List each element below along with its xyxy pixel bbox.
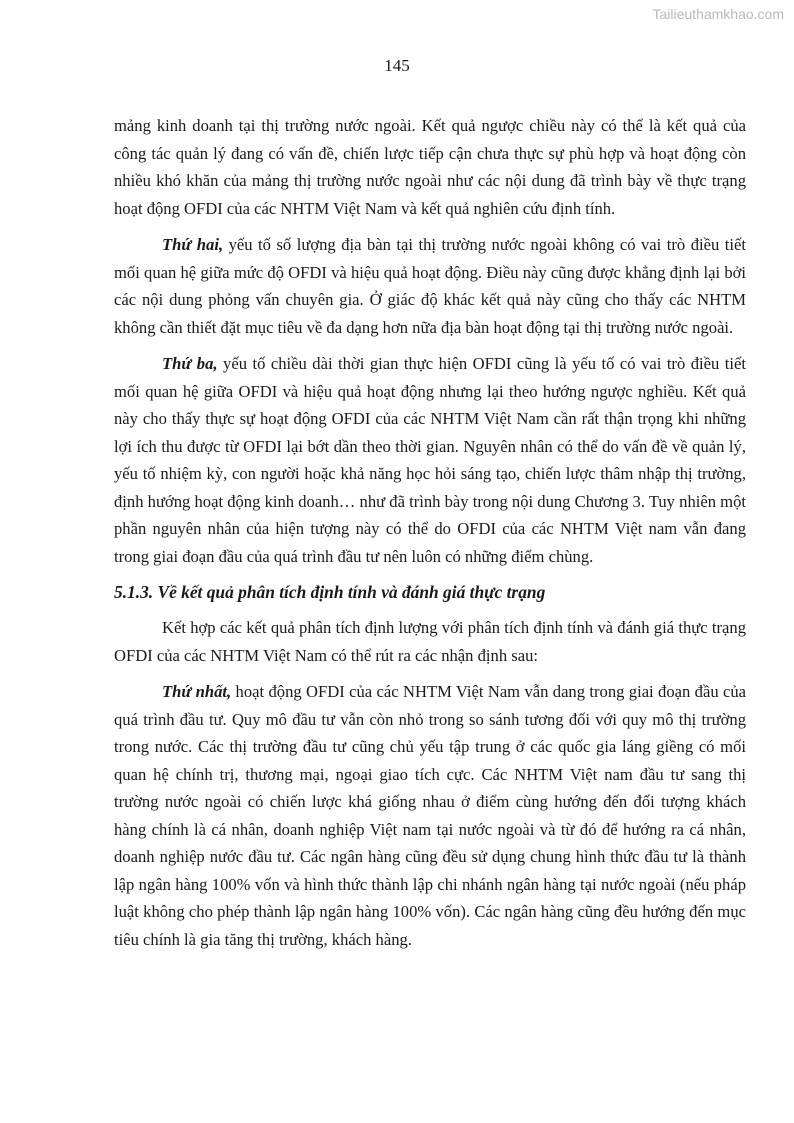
paragraph-2	[114, 231, 746, 341]
paragraph-5-lead: Thứ nhất,	[162, 682, 232, 701]
paragraph-2-lead: Thứ hai,	[162, 235, 224, 254]
paragraph-1: mảng kinh doanh tại thị trường nước ngoài. Kết quả ngược chiều này có thể là kết quả của công tác quản lý đang có vấn đề, chiến lược tiếp cận chưa thực sự phù hợp và hoạt động còn nhiều khó khăn của mảng thị trường nước ngoài như các nội dung đã trình bày về thực trạng hoạt động OFDI của các NHTM Việt Nam và kết quả nghiên cứu định tính.	[114, 116, 746, 218]
paragraph-2-body: yếu tố số lượng địa bàn tại thị trường nước ngoài không có vai trò điều tiết mối quan hệ giữa mức độ OFDI và hiệu quả hoạt động. Điều này cũng được khẳng định lại bởi các nội dung phỏng vấn chuyên gia. Ở giác độ khác kết quả này cũng cho thấy các NHTM không cần thiết đặt mục tiêu về đa dạng hơn nữa địa bàn hoạt động tại thị trường nước ngoài.	[114, 235, 746, 337]
paragraph-3-lead: Thứ ba,	[162, 354, 218, 373]
paragraph-5	[114, 678, 746, 953]
paragraph-4: Kết hợp các kết quả phân tích định lượng với phân tích định tính và đánh giá thực trạng OFDI của các NHTM Việt Nam có thể rút ra các nhận định sau:	[114, 618, 746, 665]
page-number: 145	[384, 56, 410, 75]
paragraph-5-body: hoạt động OFDI của các NHTM Việt Nam vẫn dang trong giai đoạn đầu của quá trình đầu tư. Quy mô đầu tư vẫn còn nhỏ trong so sánh tương đối với quy mô thị trường trong nước. Các thị trường đầu tư cũng chủ yếu tập trung ở các quốc gia láng giềng có mối quan hệ chính trị, thương mại, ngoại giao tích cực. Các NHTM Việt nam đầu tư sang thị trường nước ngoài có chiến lược khá giống nhau ở điểm cùng hướng đến đối tượng khách hàng chính là cá nhân, doanh nghiệp Việt nam tại nước ngoài và từ đó để hướng ra cá nhân, doanh nghiệp nước đầu tư. Các ngân hàng cũng đều sử dụng chung hình thức đầu tư là thành lập ngân hàng 100% vốn và hình thức thành lập chi nhánh ngân hàng tại nước ngoài (nếu pháp luật không cho phép thành lập ngân hàng 100% vốn). Các ngân hàng cũng đều hướng đến mục tiêu chính là gia tăng thị trường, khách hàng.	[114, 682, 747, 949]
paragraph-3-body: yếu tố chiều dài thời gian thực hiện OFDI cũng là yếu tố có vai trò điều tiết mối quan hệ giữa OFDI và hiệu quả hoạt động nhưng lại theo hướng ngược nghiều. Kết quả này cho thấy thực sự hoạt động OFDI của các NHTM Việt Nam cần rất thận trọng khi những lợi ích thu được từ OFDI lại bớt dần theo thời gian. Nguyên nhân có thể do vấn đề về quản lý, yếu tố nhiệm kỳ, con người hoặc khả năng học hỏi sáng tạo, chiến lược thâm nhập thị trường, định hướng hoạt động kinh doanh… như đã trình bày trong nội dung Chương 3. Tuy nhiên một phần nguyên nhân của hiện tượng này có thể do OFDI của các NHTM Việt nam vẫn đang trong giai đoạn đầu của quá trình đầu tư nên luôn có những điểm chùng.	[114, 354, 746, 566]
document-body	[114, 112, 746, 962]
watermark: Tailieuthamkhao.com	[652, 6, 784, 22]
paragraph-3	[114, 350, 746, 570]
section-heading: 5.1.3. Về kết quả phân tích định tính và đánh giá thực trạng	[114, 582, 546, 602]
